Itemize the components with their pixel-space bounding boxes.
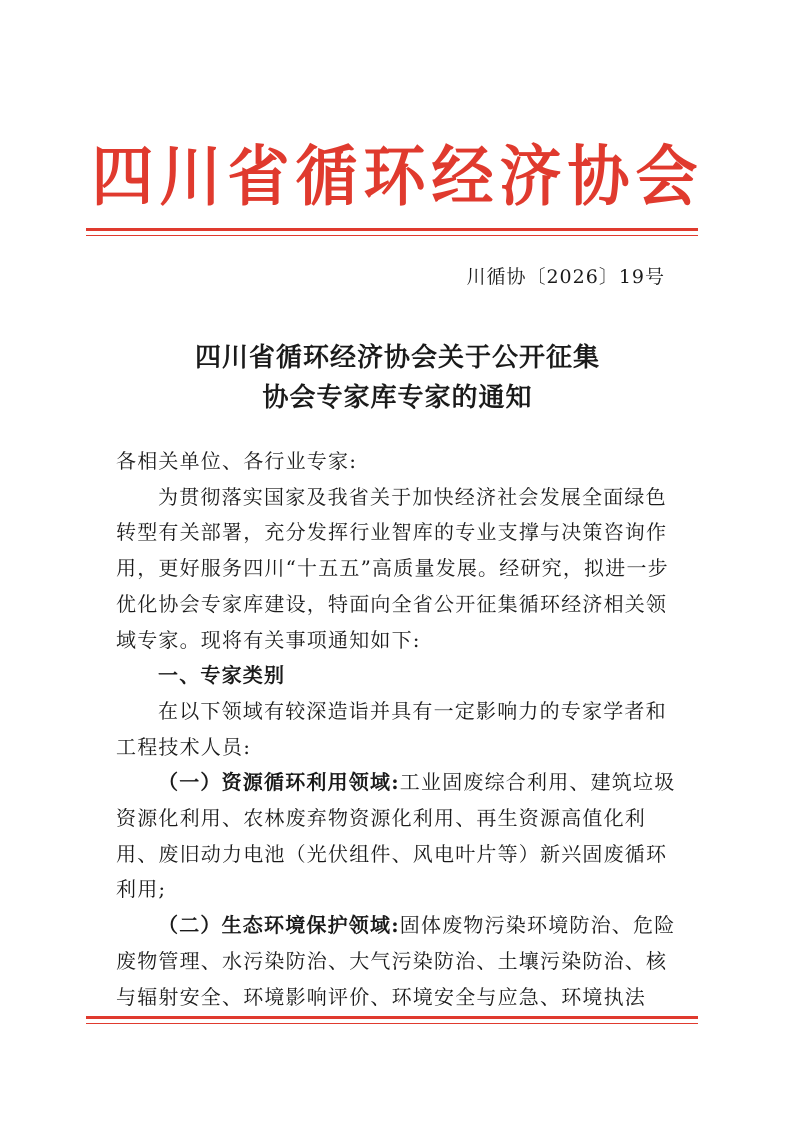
section-intro-paragraph: 在以下领域有较深造诣并具有一定影响力的专家学者和工程技术人员: — [116, 698, 667, 759]
category-item — [116, 765, 676, 908]
salutation: 各相关单位、各行业专家: — [116, 449, 358, 473]
organization-name: 四川省循环经济协会 — [91, 138, 704, 215]
notice-title-line-1: 四川省循环经济协会关于公开征集 — [194, 343, 600, 373]
category-text: 工业固废综合利用、建筑垃圾资源化利用、农林废弃物资源化利用、再生资源高值化利用、废旧动力电池（光伏组件、风电叶片等）新兴固废循环利用; — [116, 770, 676, 902]
category-item — [116, 908, 676, 1015]
notice-body — [116, 444, 676, 1015]
category-lead: （二）生态环境保护领域: — [158, 913, 400, 938]
category-lead: （一）资源循环利用领域: — [158, 770, 400, 795]
header-divider — [86, 228, 698, 231]
footer-divider — [86, 1016, 698, 1019]
section-heading-expert-categories: 一、专家类别 — [158, 663, 286, 688]
document-number: 川循协〔2026〕19号 — [466, 266, 665, 288]
intro-paragraph: 为贯彻落实国家及我省关于加快经济社会发展全面绿色转型有关部署，充分发挥行业智库的专业支撑与决策咨询作用，更好服务四川“十五五”高质量发展。经研究，拟进一步优化协会专家库建设，特面向全省公开征集循环经济相关领域专家。现将有关事项通知如下: — [116, 484, 669, 652]
category-text: 固体废物污染环境防治、危险废物管理、水污染防治、大气污染防治、土壤污染防治、核与辐射安全、环境影响评价、环境安全与应急、环境执法 — [116, 913, 676, 1009]
notice-title-line-2: 协会专家库专家的通知 — [262, 383, 533, 413]
